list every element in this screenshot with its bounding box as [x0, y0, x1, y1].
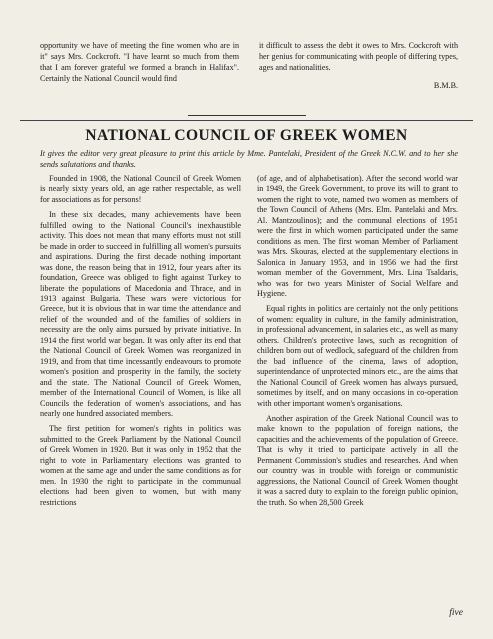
- article-body: [40, 174, 458, 513]
- article-intro: It gives the editor very great pleasure to print this article by Mme. Pantelaki, President of the Greek N.C.W. and to her she sends salutations and thanks.: [40, 149, 458, 169]
- section-divider-long: [20, 120, 473, 121]
- article-paragraph: The first petition for women's rights in politics was submitted to the Greek Parliament by the National Council of Greek Women in 1920. But it was only in 1952 that the right to vote in Parliamentary elections was granted to women at the same age and under the same conditions as for men. In 1930 the right to participate in the communual elections had been given to women, but with many restrictions: [40, 424, 241, 507]
- previous-article-paragraph: opportunity we have of meeting the fine women who are in it" says Mrs. Cockcroft. "I have learnt so much from them that I am forever grateful we formed a branch in Halifax". Certainly the National Council would find: [40, 41, 239, 84]
- article-column-right: [257, 174, 458, 513]
- article-column-left: [40, 174, 241, 513]
- article-paragraph: In these six decades, many achievements have been fulfilled owing to the National Council's inexhaustible activity. This does not mean that many efforts must not still be made in order to succeed in fulfilling all women's pursuits and aspirations. During the first decade nothing important was done, the reason being that in 1912, four years after its foundation, Greece was obliged to fight against Turkey to liberate the populations of Macedonia and Thrace, and in 1913 against Bulgaria. These wars were victorious for Greece, but it is obvious that in war time the attendance and relief of the wounded and of the families of soldiers in necessity are the only aims pursued by private initiative. In 1914 the first world war began. It was only after its end that the National Council of Greek Women was reorganized in 1919, and from that time incessantly endeavours to promote women's position and prosperity in the family, the society and the state. The National Council of Greek Women, member of the International Council of Women, is like all Councils the federation of women's associations, and has nearly one hundred associated members.: [40, 210, 241, 418]
- article-title: NATIONAL COUNCIL OF GREEK WOMEN: [85, 127, 408, 144]
- previous-article-column-right: [259, 40, 458, 91]
- previous-article-column-left: [40, 40, 239, 91]
- page-number: five: [449, 608, 463, 618]
- previous-article: [40, 40, 458, 91]
- previous-article-signature: B.M.B.: [433, 81, 458, 91]
- previous-article-paragraph: it difficult to assess the debt it owes to Mrs. Cockcroft with her genius for communicating with people of differing types, ages and nationalities.: [259, 41, 458, 73]
- article-paragraph: (of age, and of alphabetisation). After the second world war in 1949, the Greek Government, to prove its will to grant to women the right to vote, named two women as members of the Town Council of Athens (Mrs. Elm. Pantelaki and Mrs. Al. Mantzoulinos); and the communal elections of 1951 were the first in which women participated under the same conditions as men. The first woman Member of Parliament was Mrs. Skouras, elected at the supplementary elections in Salonica in January 1953, and in 1956 we had the first woman member of the Government, Mrs. Lina Tsaldaris, who was for two years Minister of Social Welfare and Hygiene.: [257, 174, 458, 298]
- article-paragraph: Equal rights in politics are certainly not the only petitions of women: equality in culture, in the family administration, in professional advancement, in salaries etc., as well as many others. Children's protective laws, such as recognition of children born out of wedlock, safeguard of the children from the bad influence of the cinema, laws of adoption, superintendance of unprotected minors etc., are the aims that the National Council of Greek women has always pursued, sometimes by itself, and on many occasions in co-operation with other important women's organisations.: [257, 304, 458, 408]
- article-paragraph: Founded in 1908, the National Council of Greek Women is nearly sixty years old, an age rather respectable, as well for associations as for persons!: [40, 174, 241, 204]
- section-divider-short: [188, 115, 306, 116]
- article-paragraph: Another aspiration of the Greek National Council was to make known to the population of foreign nations, the capacities and the achievements of the population of Greece. That is why it tried to participate actively in all the Permanent Commission's studies and researches. And when our country was in trouble with foreign or communistic aggressions, the National Council of Greek Women thought it was a sacred duty to explain to the foreign public opinion, the truth. So when 28,500 Greek: [257, 413, 458, 507]
